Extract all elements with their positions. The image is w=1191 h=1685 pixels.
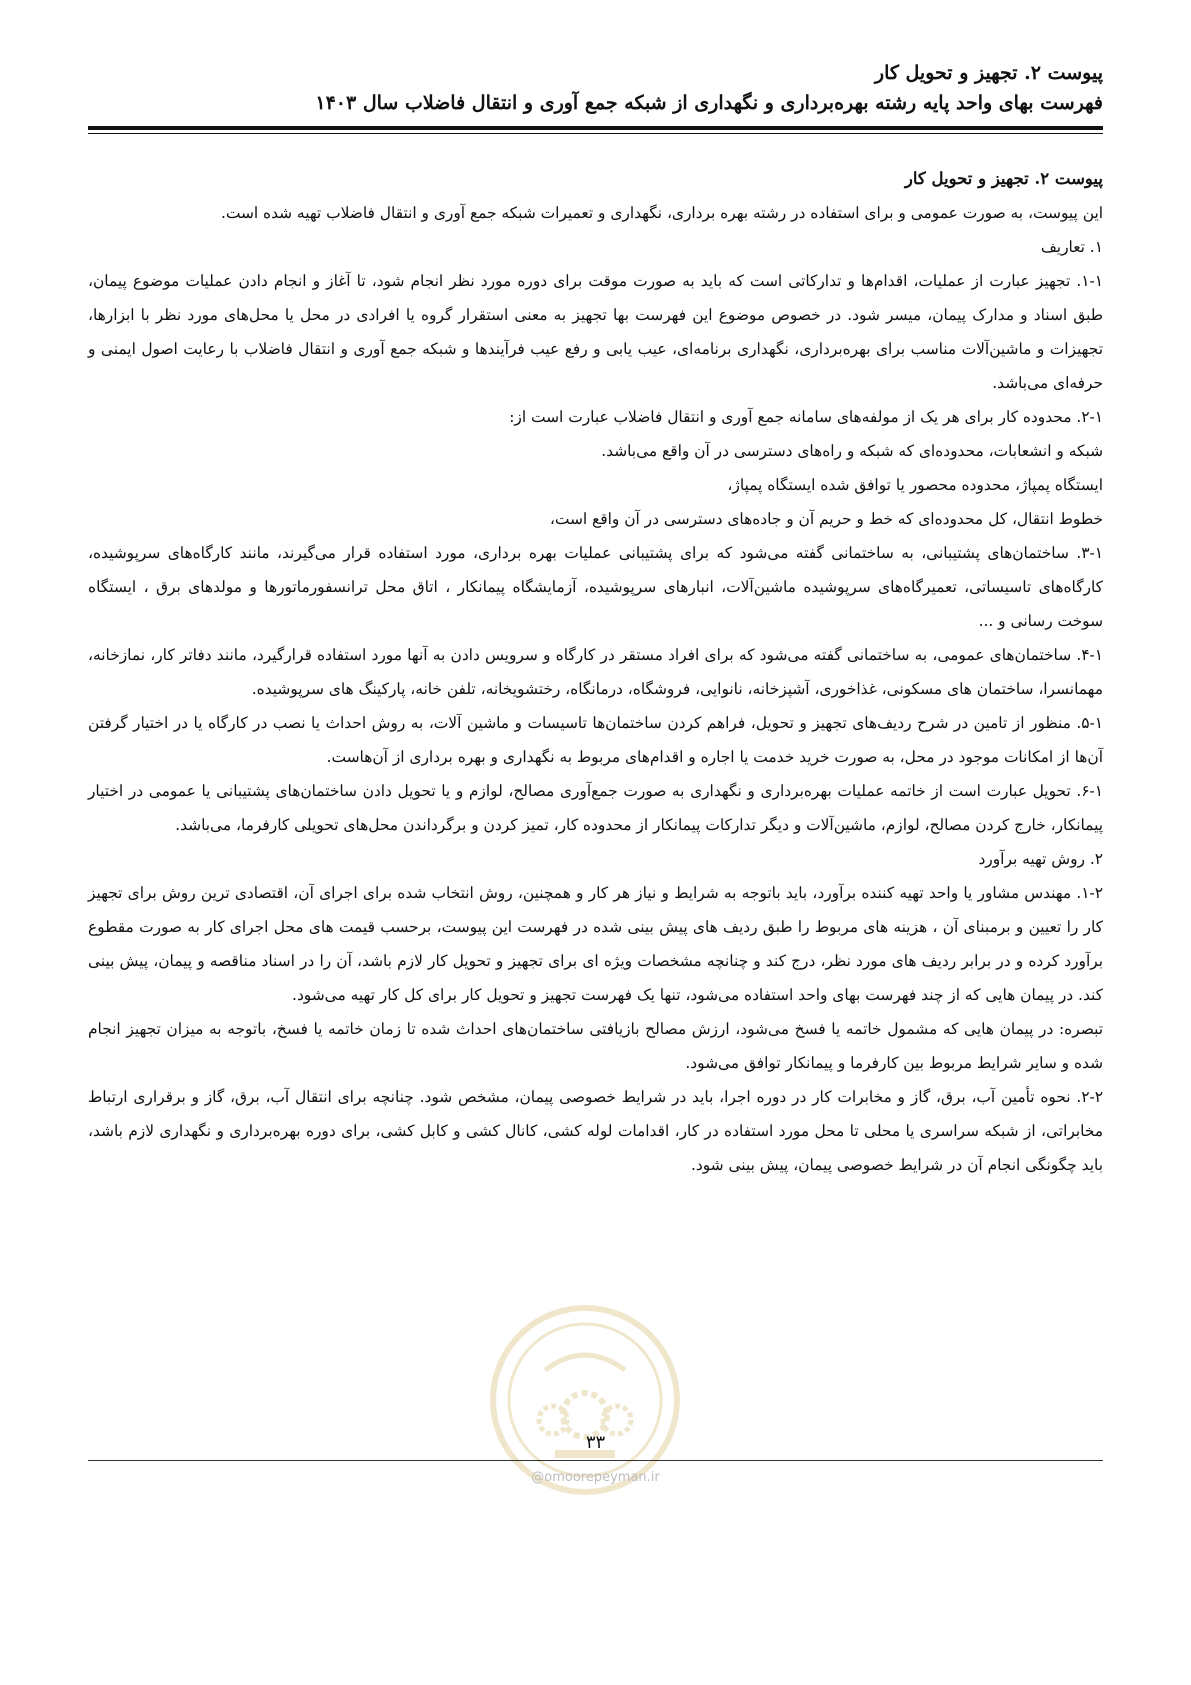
running-header [88, 58, 1103, 118]
heading-definitions: ۱. تعاریف [1040, 238, 1103, 256]
note-paragraph: تبصره: در پیمان هایی که مشمول خاتمه یا فسخ می‌شود، ارزش مصالح بازیافتی ساختمان‌های احداث شده تا زمان خاتمه یا فسخ، باتوجه به میزان تجهیز انجام شده و سایر شرایط مربوط بین کارفرما و پیمانکار توافق می‌شود. [88, 1020, 1103, 1072]
list-item-pump-station: ایستگاه پمپاژ، محدوده محصور یا توافق شده ایستگاه پمپاژ، [727, 476, 1103, 494]
header-appendix-title: پیوست ۲. تجهیز و تحویل کار [874, 62, 1103, 84]
paragraph-1-6: ۶-۱. تحویل عبارت است از خاتمه عملیات بهره‌برداری و نگهداری به صورت جمع‌آوری مصالح، لوازم و یا تحویل دادن ساختمان‌های پشتیبانی یا عمومی در اختیار پیمانکار، خارج کردن مصالح، لوازم، ماشین‌آلات و دیگر تدارکات پیمانکار از محدوده کار، تمیز کردن و برگرداندن محل‌های تحویلی کارفرما، می‌باشد. [88, 782, 1103, 834]
header-rule-thin [88, 133, 1103, 134]
list-item-network: شبکه و انشعابات، محدوده‌ای که شبکه و راه‌های دسترسی در آن واقع می‌باشد. [601, 442, 1103, 460]
watermark-text: @omoorepeyman.ir [531, 1470, 660, 1485]
intro-paragraph: این پیوست، به صورت عمومی و برای استفاده در رشته بهره برداری، نگهداری و تعمیرات شبکه جمع آوری و انتقال فاضلاب تهیه شده است. [220, 204, 1103, 222]
page-number: ۳۳ [585, 1432, 606, 1453]
document-body [88, 162, 1103, 1182]
header-rule-thick [88, 126, 1103, 130]
paragraph-1-1: ۱-۱. تجهیز عبارت از عملیات، اقدام‌ها و تدارکاتی است که باید به صورت موقت برای دوره مورد نظر انجام شود، تا آغاز و انجام دادن عملیات موضوع پیمان، طبق اسناد و مدارک پیمان، میسر شود. در خصوص موضوع این فهرست بها تجهیز به معنی استقرار گروه یا افرادی در محل یا محل‌های مورد نظر با ابزارها، تجهیزات و ماشین‌آلات مناسب برای بهره‌برداری، نگهداری برنامه‌ای، عیب یابی و رفع عیب فرآیندها و شبکه جمع آوری و انتقال فاضلاب با رعایت اصول ایمنی و حرفه‌ای می‌باشد. [88, 272, 1103, 392]
paragraph-1-5: ۵-۱. منظور از تامین در شرح ردیف‌های تجهیز و تحویل، فراهم کردن ساختمان‌ها تاسیسات و ماشین آلات، به روش احداث یا نصب در کارگاه یا در اختیار گرفتن آن‌ها از امکانات موجود در محل، به صورت خرید خدمت یا اجاره و اقدام‌های مربوط به نگهداری و بهره برداری از آن‌هاست. [88, 714, 1103, 766]
paragraph-1-4: ۴-۱. ساختمان‌های عمومی، به ساختمانی گفته می‌شود که برای افراد مستقر در کارگاه و سرویس دادن به آنها مورد استفاده قرارگیرد، مانند دفاتر کار، نمازخانه، مهمانسرا، ساختمان های مسکونی، غذاخوری، آشپزخانه، نانوایی، فروشگاه، درمانگاه، رختشویخانه، تلفن خانه، پارکینگ های سرپوشیده. [88, 646, 1103, 698]
paragraph-2-1: ۱-۲. مهندس مشاور یا واحد تهیه کننده برآورد، باید باتوجه به شرایط و نیاز هر کار و همچنین، روش انتخاب شده برای اجرای آن، اقتصادی ترین روش برای تجهیز کار را تعیین و برمبنای آن ، هزینه های مربوط را طبق ردیف های پیش بینی شده در فهرست این پیوست، برحسب قیمت های محل اجرای کار به صورت مقطوع برآورد کرده و در برابر ردیف های مورد نظر، درج کند و چنانچه مشخصات ویژه ای برای تجهیز و تحویل کار لازم باشد، آن را در اسناد مناقصه و پیمان، پیش بینی کند. در پیمان هایی که از چند فهرست بهای واحد استفاده می‌شود، تنها یک فهرست تجهیز و تحویل کار برای کل کار تهیه می‌شود. [88, 884, 1103, 1004]
section-title: پیوست ۲. تجهیز و تحویل کار [904, 169, 1103, 188]
heading-estimation-method: ۲. روش تهیه برآورد [978, 850, 1103, 868]
header-document-title: فهرست بهای واحد پایه رشته بهره‌برداری و نگهداری از شبکه جمع آوری و انتقال فاضلاب سال ۱۴۰۳ [315, 92, 1103, 114]
list-item-transmission-lines: خطوط انتقال، کل محدوده‌ای که خط و حریم آن و جاده‌های دسترسی در آن واقع است، [549, 510, 1103, 528]
paragraph-2-2: ۲-۲. نحوه تأمین آب، برق، گاز و مخابرات کار در دوره اجرا، باید در شرایط خصوصی پیمان، مشخص شود. چنانچه برای انتقال آب، برق، گاز و برقراری ارتباط مخابراتی، از شبکه سراسری یا محلی تا محل مورد استفاده در کار، اقدامات لوله کشی، کانال کشی و کابل کشی، برای دوره بهره‌برداری و نگهداری لازم باشد، باید چگونگی انجام آن در شرایط خصوصی پیمان، پیش بینی شود. [88, 1088, 1103, 1174]
paragraph-1-2: ۲-۱. محدوده کار برای هر یک از مولفه‌های سامانه جمع آوری و انتقال فاضلاب عبارت است از: [509, 408, 1103, 426]
paragraph-1-3: ۳-۱. ساختمان‌های پشتیبانی، به ساختمانی گفته می‌شود که برای پشتیبانی عملیات بهره برداری، مورد استفاده قرار می‌گیرند، مانند کارگاه‌های سرپوشیده، کارگاه‌های تاسیساتی، تعمیرگاه‌های سرپوشیده ماشین‌آلات، انبارهای سرپوشیده، آزمایشگاه پیمانکار ، اتاق محل ترانسفورماتورها و مولدهای برق ، ایستگاه سوخت رسانی و ... [88, 544, 1103, 630]
footer-rule [88, 1460, 1103, 1461]
